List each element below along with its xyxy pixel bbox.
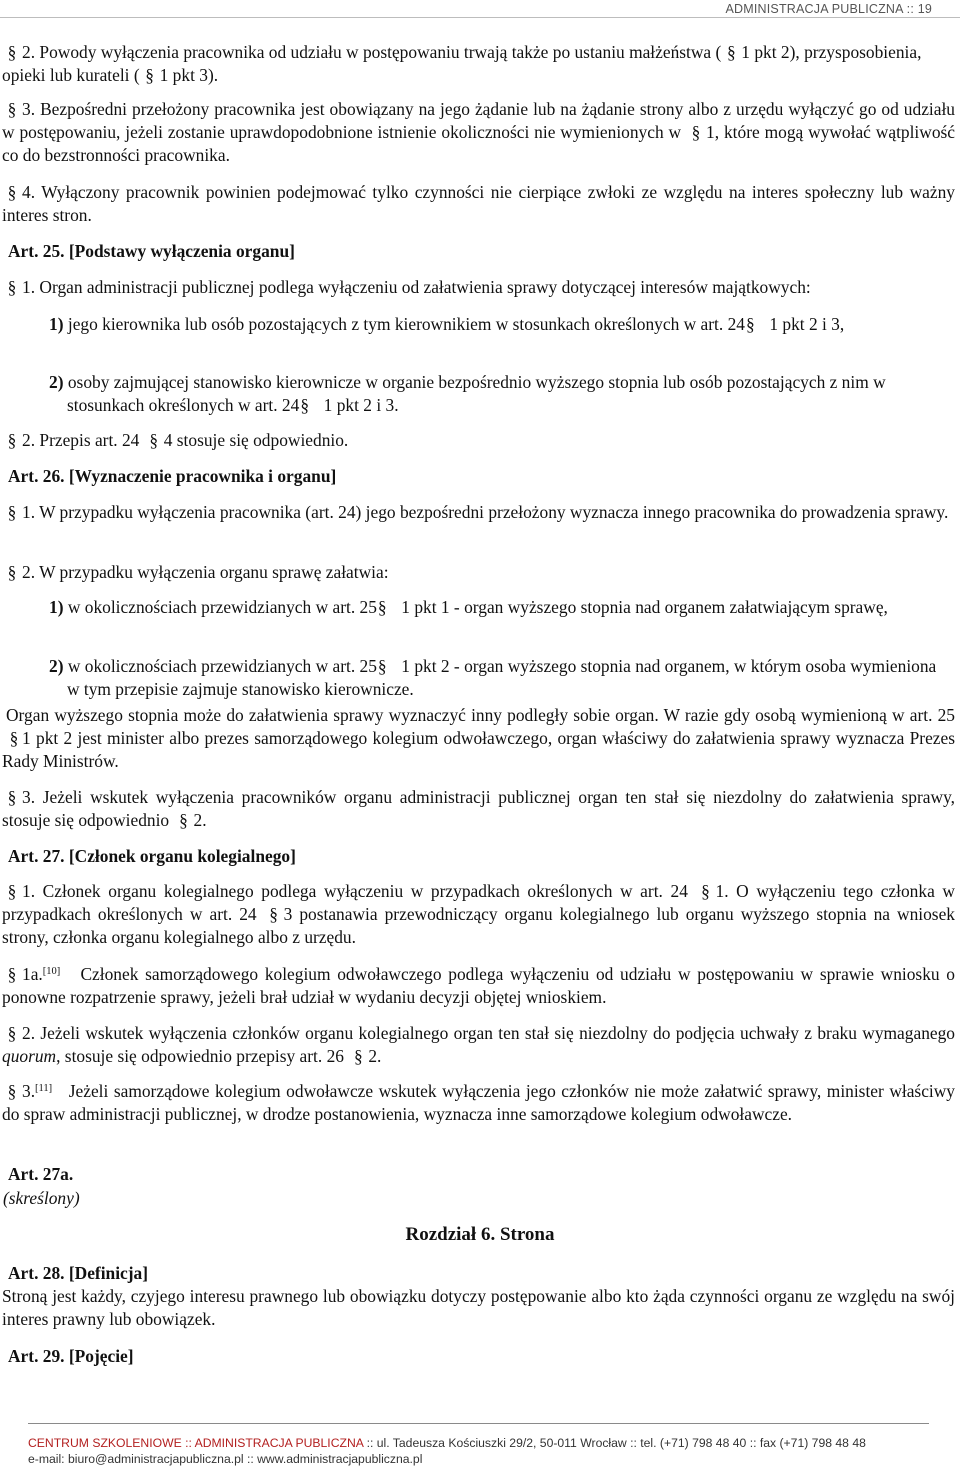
paragraph: § 2. W przypadku wyłączenia organu sprawę załatwia:: [2, 561, 955, 584]
list-item: 1) jego kierownika lub osób pozostających z tym kierownikiem w stosunkach określonych w art. 24 § 1 pkt 2 i 3,: [49, 313, 942, 336]
section-sign: §: [7, 881, 17, 901]
footnote-ref: [11]: [35, 1083, 53, 1094]
section-sign: §: [7, 99, 17, 119]
article-heading: Art. 27a.: [8, 1164, 74, 1184]
section-sign: §: [145, 65, 154, 86]
section-sign: §: [179, 810, 188, 831]
list-item: 1) w okolicznościach przewidzianych w art. 25 § 1 pkt 1 - organ wyższego stopnia nad organem załatwiającym sprawę,: [49, 596, 942, 619]
paragraph: § 2. Jeżeli wskutek wyłączenia członków organu kolegialnego organ ten stał się niezdolny do podjęcia uchwały z braku wymaganego quorum, stosuje się odpowiednio przepisy art. 26 § 2.: [2, 1022, 955, 1068]
article-heading: Art. 27. [Członek organu kolegialnego]: [8, 846, 296, 866]
paragraph: § 3. Bezpośredni przełożony pracownika jest obowiązany na jego żądanie lub na żądanie strony albo z urzędu wyłączyć go od udziału w postępowaniu, jeżeli zostanie uprawdopodobnione istnienie okoliczności nie wymienionych w § 1, które mogą wywołać wątpliwość co do bezstronności pracownika.: [2, 99, 955, 166]
section-sign: §: [7, 430, 17, 450]
section-sign: §: [745, 314, 755, 334]
article-heading: Art. 25. [Podstawy wyłączenia organu]: [8, 241, 295, 261]
footer-address: :: ul. Tadeusza Kościuszki 29/2, 50-011 Wrocław :: tel. (+71) 798 48 40 :: fax (+71) 798 48 48: [366, 1436, 866, 1450]
section-sign: §: [7, 562, 17, 582]
section-sign: §: [269, 904, 278, 925]
section-sign: §: [300, 395, 310, 416]
paragraph: § 1a.[10] Członek samorządowego kolegium odwoławczego podlega wyłączeniu od udziału w postępowaniu w sprawie wniosku o ponowne rozpatrzenie sprawy, jeżeli brał udział w wydaniu decyzji objętej wnioskiem.: [2, 964, 955, 1008]
footer-org: CENTRUM SZKOLENIOWE :: ADMINISTRACJA PUBLICZNA: [28, 1436, 364, 1450]
paragraph: § 4. Wyłączony pracownik powinien podejmować tylko czynności nie cierpiące zwłoki ze względu na interes społeczny lub ważny interes stron.: [2, 182, 955, 226]
paragraph: § 2. Przepis art. 24 § 4 stosuje się odpowiednio.: [2, 429, 955, 452]
repealed-note: (skreślony): [3, 1188, 80, 1208]
chapter-title: Rozdział 6. Strona: [405, 1224, 555, 1245]
section-sign: §: [691, 122, 701, 143]
section-sign: §: [7, 1023, 17, 1043]
section-sign: §: [377, 656, 387, 676]
running-header: ADMINISTRACJA PUBLICZNA :: 19: [725, 2, 932, 16]
article-heading: Art. 28. [Definicja]: [8, 1263, 149, 1283]
paragraph: § 1. Członek organu kolegialnego podlega wyłączeniu w przypadkach określonych w art. 24 § 1. O wyłączeniu tego członka w przypadkach określonych w art. 24 § 3 postanawia przewodniczący organu kolegialnego lub organu wyższego stopnia na wniosek strony, członka organu kolegialnego albo z urzędu.: [2, 881, 955, 948]
footer-divider: [28, 1423, 929, 1424]
paragraph: § 3. Jeżeli wskutek wyłączenia pracowników organu administracji publicznej organ ten stał się niezdolny do załatwienia sprawy, stosuje się odpowiednio § 2.: [2, 786, 955, 832]
paragraph: § 2. Powody wyłączenia pracownika od udziału w postępowaniu trwają także po ustaniu małżeństwa ( § 1 pkt 2), przysposobienia, opieki lub kurateli ( § 1 pkt 3).: [2, 41, 955, 87]
section-sign: §: [7, 182, 17, 202]
footnote-ref: [10]: [42, 966, 61, 977]
paragraph: § 3.[11] Jeżeli samorządowe kolegium odwoławcze wskutek wyłączenia jego członków nie może załatwić sprawy, minister właściwy do spraw administracji publicznej, w drodze postanowienia, wyznacza inne samorządowe kolegium odwoławcze.: [2, 1081, 955, 1125]
section-sign: §: [353, 1046, 363, 1067]
section-sign: §: [701, 881, 710, 901]
section-sign: §: [7, 42, 17, 62]
article-heading: Art. 26. [Wyznaczenie pracownika i organu]: [8, 466, 337, 486]
section-sign: §: [149, 430, 159, 450]
header-divider: [0, 17, 960, 18]
section-sign: §: [377, 597, 387, 617]
list-item: 2) w okolicznościach przewidzianych w art. 25 § 1 pkt 2 - organ wyższego stopnia nad organem, w którym osoba wymieniona w tym przepisie zajmuje stanowisko kierownicze.: [49, 656, 937, 700]
paragraph: Organ wyższego stopnia może do załatwienia sprawy wyznaczyć inny podległy sobie organ. W razie gdy osobą wymienioną w art. 25 § 1 pkt 2 jest minister albo prezes samorządowego kolegium odwoławczego, organ właściwy do załatwienia sprawy wyznacza Prezes Rady Ministrów.: [2, 705, 955, 772]
section-sign: §: [7, 787, 17, 807]
paragraph: Stroną jest każdy, czyjego interesu prawnego lub obowiązku dotyczy postępowanie albo kto żąda czynności organu ze względu na swój interes prawny lub obowiązek.: [2, 1286, 955, 1330]
section-sign: §: [7, 964, 17, 984]
paragraph: § 1. Organ administracji publicznej podlega wyłączeniu od załatwienia sprawy dotyczącej interesów majątkowych:: [2, 276, 955, 299]
section-sign: §: [9, 728, 19, 749]
paragraph: § 1. W przypadku wyłączenia pracownika (art. 24) jego bezpośredni przełożony wyznacza innego pracownika do prowadzenia sprawy.: [2, 501, 955, 524]
section-sign: §: [7, 277, 17, 297]
footer-contact: e-mail: biuro@administracjapubliczna.pl :: www.administracjapubliczna.pl: [28, 1452, 423, 1466]
article-heading: Art. 29. [Pojęcie]: [8, 1346, 134, 1366]
list-item: 2) osoby zajmującej stanowisko kierownicze w organie bezpośrednio wyższego stopnia lub osób pozostających z nim w stosunkach określonych w art. 24 § 1 pkt 2 i 3.: [49, 371, 942, 417]
section-sign: §: [7, 1081, 17, 1101]
section-sign: §: [7, 502, 17, 522]
section-sign: §: [726, 42, 736, 62]
